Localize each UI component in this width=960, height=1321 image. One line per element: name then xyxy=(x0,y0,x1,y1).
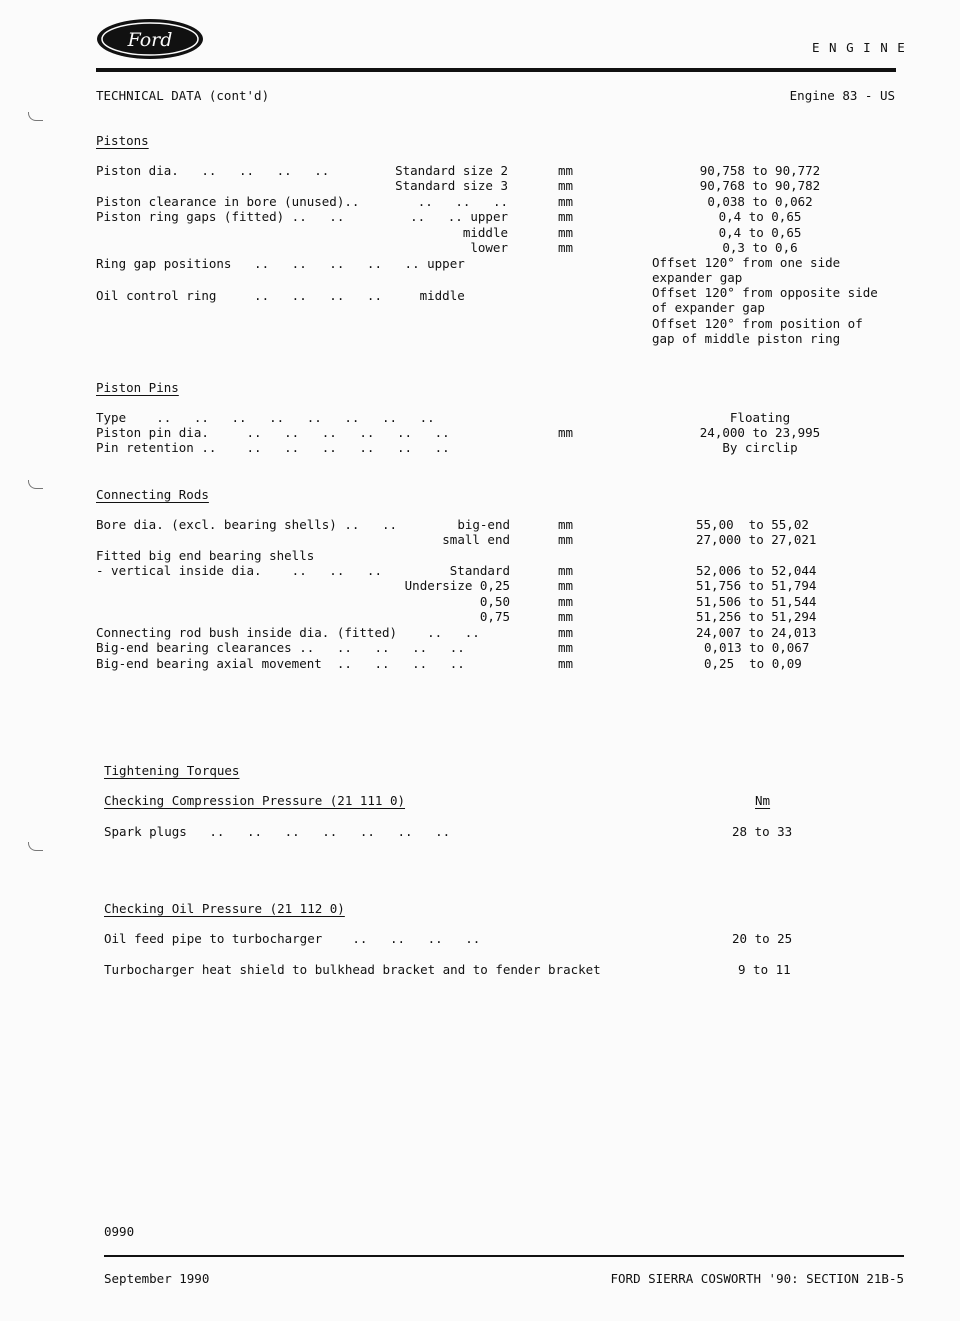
row-value: 24,000 to 23,995 xyxy=(699,425,821,440)
row-label: Big-end bearing axial movement .. .. .. .. xyxy=(96,656,465,671)
footer-date: September 1990 xyxy=(104,1271,210,1286)
oil-ring-value: gap of middle piston ring xyxy=(652,331,841,346)
oil-feed-value: 20 to 25 xyxy=(732,931,793,946)
row-label: Big-end bearing clearances .. .. .. .. .. xyxy=(96,640,465,655)
row-value: 0,25 to 0,09 xyxy=(704,656,802,671)
fitted-desc: Standard xyxy=(449,563,510,578)
oil-ring-value: Offset 120° from position of xyxy=(652,316,863,331)
row-desc: .. .. upper xyxy=(410,209,508,224)
oil-ring-value: Offset 120° from opposite side xyxy=(652,285,878,300)
row-unit: mm xyxy=(558,532,574,547)
oil-ring-value: of expander gap xyxy=(652,300,765,315)
row-value: By circlip xyxy=(722,440,798,455)
row-unit: mm xyxy=(558,240,574,255)
row-label: Type .. .. .. .. .. .. .. .. xyxy=(96,410,435,425)
row-desc: Standard size 3 xyxy=(395,178,508,193)
row-value: 52,006 to 52,044 xyxy=(696,563,817,578)
technical-data-title: TECHNICAL DATA (cont'd) xyxy=(96,88,270,103)
header-rule xyxy=(96,68,896,72)
footer-rule xyxy=(104,1255,904,1257)
row-unit: mm xyxy=(558,578,574,593)
torques-heading: Tightening Torques xyxy=(104,763,240,778)
row-value: 90,758 to 90,772 xyxy=(699,163,821,178)
margin-mark xyxy=(28,842,43,851)
oil-feed-label: Oil feed pipe to turbocharger .. .. .. .. xyxy=(104,931,481,946)
compression-heading: Checking Compression Pressure (21 111 0) xyxy=(104,793,406,808)
heat-shield-label: Turbocharger heat shield to bulkhead bracket and to fender bracket xyxy=(104,962,601,977)
row-label: Piston pin dia. .. .. .. .. .. .. xyxy=(96,425,450,440)
row-value: 55,00 to 55,02 xyxy=(696,517,809,532)
row-desc: lower xyxy=(470,240,508,255)
row-value: 0,3 to 0,6 xyxy=(722,240,798,255)
fitted-label: - vertical inside dia. .. .. .. xyxy=(96,563,382,578)
ring-gap-value: expander gap xyxy=(652,270,743,285)
row-unit: mm xyxy=(558,194,574,209)
spark-plugs-label: Spark plugs .. .. .. .. .. .. .. xyxy=(104,824,451,839)
row-value: 0,013 to 0,067 xyxy=(704,640,810,655)
row-desc: .. .. .. xyxy=(417,194,508,209)
margin-mark xyxy=(28,112,43,121)
row-unit: mm xyxy=(558,594,574,609)
bore-small-end: small end xyxy=(442,532,510,547)
row-value: 24,007 to 24,013 xyxy=(696,625,817,640)
pistons-heading: Pistons xyxy=(96,133,149,148)
ring-gap-value: Offset 120° from one side xyxy=(652,255,841,270)
fitted-label: Fitted big end bearing shells xyxy=(96,548,315,563)
row-label: Piston dia. .. .. .. .. xyxy=(96,163,330,178)
row-desc: middle xyxy=(462,225,508,240)
piston-pins-heading: Piston Pins xyxy=(96,380,179,395)
row-unit: mm xyxy=(558,517,574,532)
row-value: 0,038 to 0,062 xyxy=(707,194,813,209)
row-unit: mm xyxy=(558,609,574,624)
row-label: Piston ring gaps (fitted) .. .. xyxy=(96,209,345,224)
row-value: 0,4 to 0,65 xyxy=(718,209,802,224)
row-unit: mm xyxy=(558,178,574,193)
footer-title: FORD SIERRA COSWORTH '90: SECTION 21B-5 xyxy=(610,1271,904,1286)
row-unit: mm xyxy=(558,656,574,671)
row-value: Floating xyxy=(729,410,791,425)
row-value: 90,768 to 90,782 xyxy=(699,178,821,193)
row-value: 51,256 to 51,294 xyxy=(696,609,817,624)
row-value: 51,506 to 51,544 xyxy=(696,594,817,609)
row-label: Piston clearance in bore (unused).. xyxy=(96,194,360,209)
row-unit: mm xyxy=(558,563,574,578)
ford-logo xyxy=(96,18,204,60)
heat-shield-value: 9 to 11 xyxy=(738,962,791,977)
logo-text: Ford xyxy=(127,29,173,51)
row-value: 27,000 to 27,021 xyxy=(696,532,817,547)
engine-title: Engine 83 - US xyxy=(789,88,895,103)
fitted-desc: Undersize 0,25 xyxy=(404,578,510,593)
row-desc: Standard size 2 xyxy=(395,163,508,178)
bore-big-end: big-end xyxy=(457,517,510,532)
row-unit: mm xyxy=(558,640,574,655)
margin-mark xyxy=(28,480,43,489)
unit-heading: Nm xyxy=(755,793,771,808)
row-label: Pin retention .. .. .. .. .. .. .. xyxy=(96,440,450,455)
oil-ring-label: Oil control ring .. .. .. .. middle xyxy=(96,288,465,303)
section-title: E N G I N E xyxy=(812,40,906,55)
row-unit: mm xyxy=(558,225,574,240)
bore-label: Bore dia. (excl. bearing shells) .. .. xyxy=(96,517,398,532)
connecting-rods-heading: Connecting Rods xyxy=(96,487,209,502)
page-code: 0990 xyxy=(104,1224,135,1239)
spark-plugs-value: 28 to 33 xyxy=(732,824,793,839)
oil-pressure-heading: Checking Oil Pressure (21 112 0) xyxy=(104,901,345,916)
row-unit: mm xyxy=(558,425,574,440)
row-label: Connecting rod bush inside dia. (fitted) .. .. xyxy=(96,625,480,640)
fitted-desc: 0,75 xyxy=(479,609,510,624)
row-unit: mm xyxy=(558,209,574,224)
row-unit: mm xyxy=(558,625,574,640)
ring-gap-label: Ring gap positions .. .. .. .. .. upper xyxy=(96,256,465,271)
row-value: 51,756 to 51,794 xyxy=(696,578,817,593)
row-unit: mm xyxy=(558,163,574,178)
fitted-desc: 0,50 xyxy=(479,594,510,609)
row-value: 0,4 to 0,65 xyxy=(718,225,802,240)
